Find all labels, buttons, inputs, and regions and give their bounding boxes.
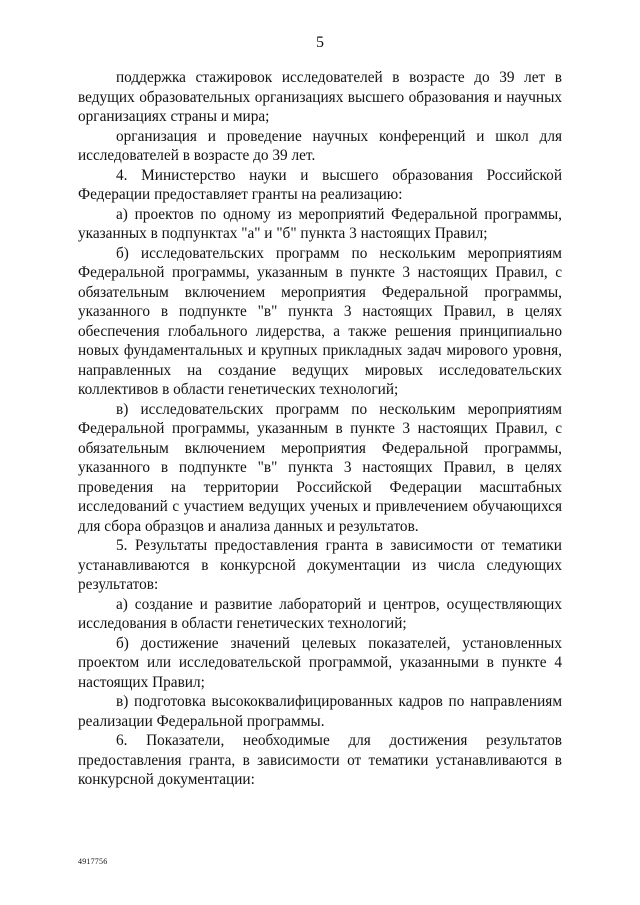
paragraph-clause-4v: в) исследовательских программ по нескольким мероприятиям Федеральной программы, указанным в пункте 3 настоящих Правил, с обязательным включением мероприятия Федеральной программы, указанного в подпункте "в" пункта 3 настоящих Правил, в целях проведения на территории Российской Федерации масштабных исследований с участием ведущих ученых и привлечением обучающихся для сбора образцов и анализа данных и результатов. — [78, 400, 562, 535]
paragraph-conferences: организация и проведение научных конференций и школ для исследователей в возрасте до 39 лет. — [78, 127, 562, 164]
paragraph-internship-support: поддержка стажировок исследователей в возрасте до 39 лет в ведущих образовательных организациях высшего образования и научных организациях страны и мира; — [78, 69, 562, 125]
document-code: 4917756 — [78, 857, 108, 866]
page-number: 5 — [316, 34, 324, 51]
document-body — [78, 68, 562, 790]
paragraph-clause-6: 6. Показатели, необходимые для достижения результатов предоставления гранта, в зависимости от тематики устанавливаются в конкурсной документации: — [78, 732, 562, 788]
paragraph-clause-5v: в) подготовка высококвалифицированных кадров по направлениям реализации Федеральной программы. — [78, 693, 562, 730]
paragraph-clause-4a: а) проектов по одному из мероприятий Федеральной программы, указанных в подпунктах "а" и "б" пункта 3 настоящих Правил; — [78, 205, 562, 242]
paragraph-clause-5a: а) создание и развитие лабораторий и центров, осуществляющих исследования в области генетических технологий; — [78, 595, 562, 632]
paragraph-clause-5: 5. Результаты предоставления гранта в зависимости от тематики устанавливаются в конкурсной документации из числа следующих результатов: — [78, 537, 562, 593]
paragraph-clause-4b: б) исследовательских программ по нескольким мероприятиям Федеральной программы, указанным в пункте 3 настоящих Правил, с обязательным включением мероприятия Федеральной программы, указанного в подпункте "в" пункта 3 настоящих Правил, в целях обеспечения глобального лидерства, а также решения принципиально новых фундаментальных и крупных прикладных задач мирового уровня, направленных на создание ведущих мировых исследовательских коллективов в области генетических технологий; — [78, 244, 562, 398]
paragraph-clause-5b: б) достижение значений целевых показателей, установленных проектом или исследовательской программой, указанными в пункте 4 настоящих Правил; — [78, 634, 562, 691]
paragraph-clause-4: 4. Министерство науки и высшего образования Российской Федерации предоставляет гранты на реализацию: — [78, 166, 562, 203]
